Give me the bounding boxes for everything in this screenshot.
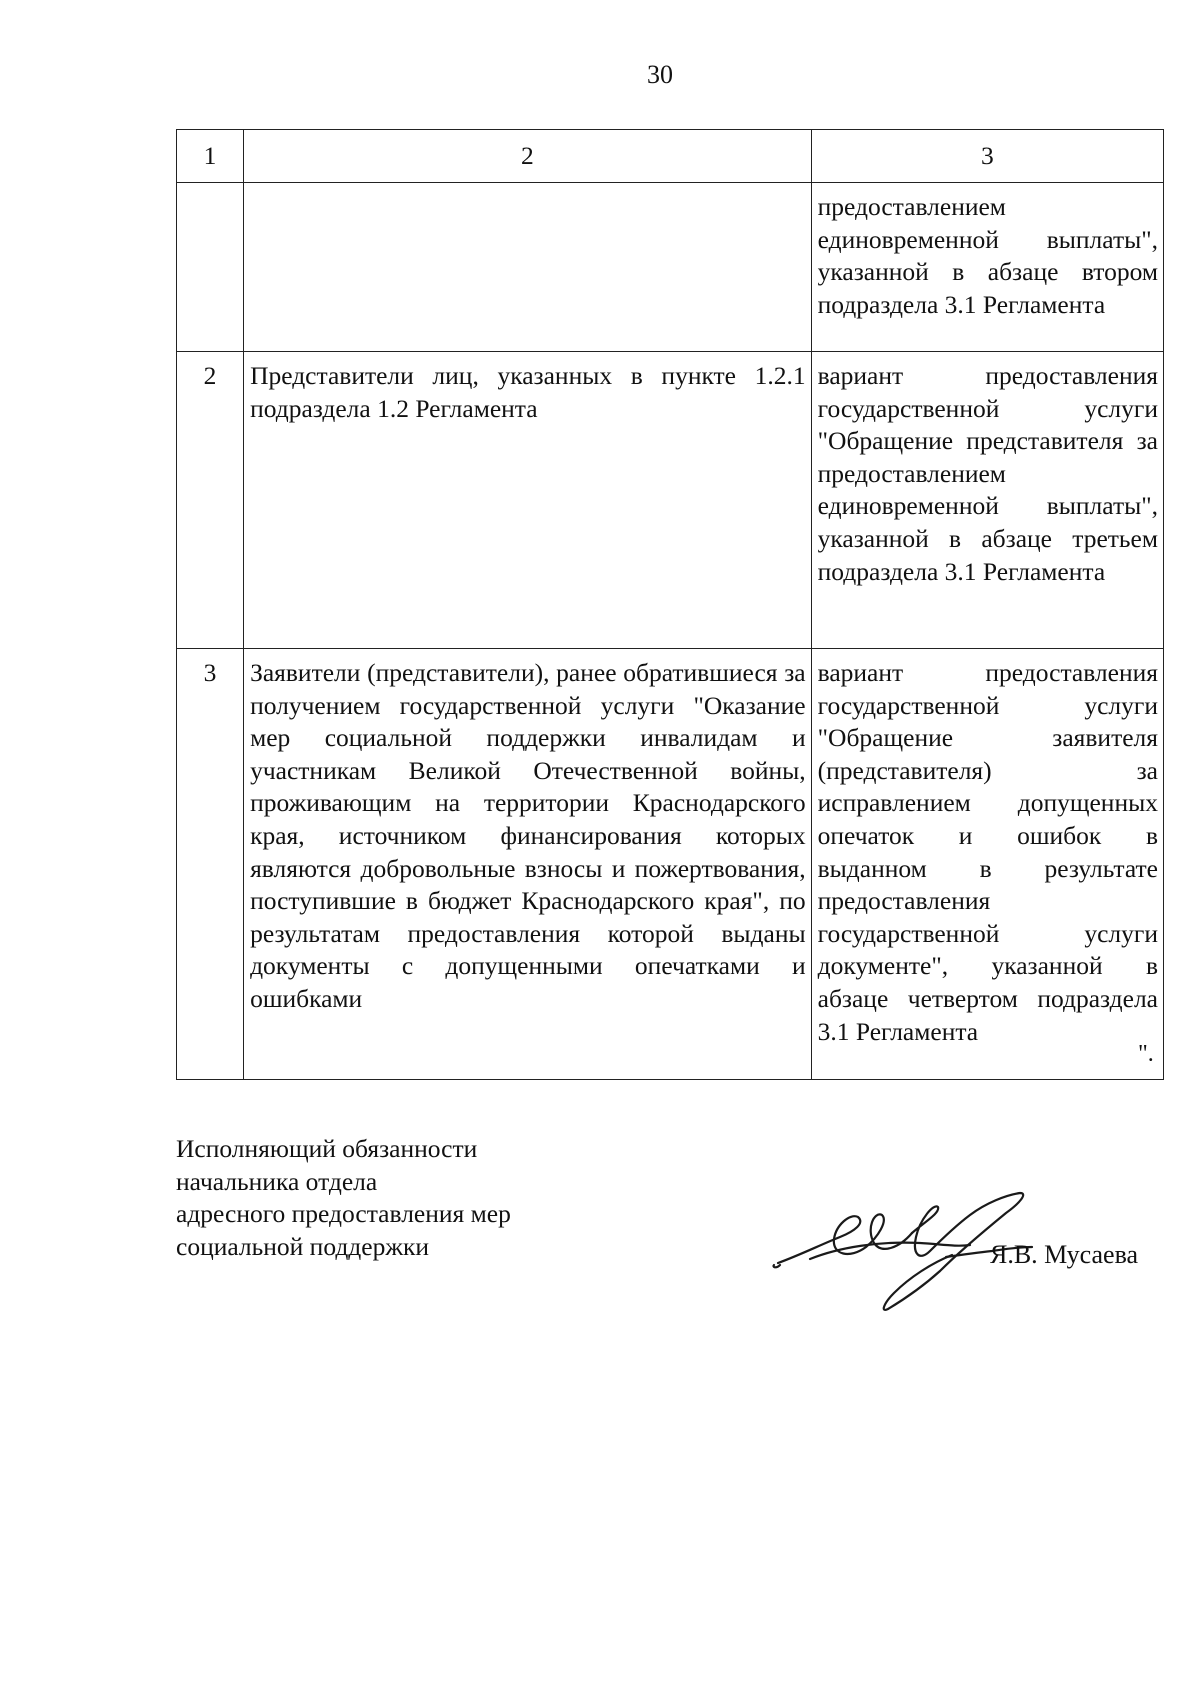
header-cell-3: 3: [811, 130, 1163, 183]
row-variant: вариант предоставления государственной услуги "Обращение заявителя (представителя) за исправлением допущенных опечаток и ошибок в выданном в результате предоставления государственной услуги документе", указанной в абзаце четвертом подраздела 3.1 Регламента: [811, 649, 1163, 1080]
signatory-position: [176, 1133, 511, 1263]
position-line: социальной поддержки: [176, 1231, 430, 1261]
header-cell-2: 2: [244, 130, 812, 183]
table-row: [177, 352, 1164, 649]
header-cell-1: 1: [177, 130, 244, 183]
row-applicant: Представители лиц, указанных в пункте 1.2.1 подраздела 1.2 Регламента: [244, 352, 812, 649]
position-line: адресного предоставления мер: [176, 1199, 511, 1228]
table-row: [177, 649, 1164, 1080]
row-number: [177, 183, 244, 352]
table-header-row: [177, 130, 1164, 183]
position-line: начальника отдела: [176, 1166, 378, 1196]
row-applicant: [244, 183, 812, 352]
signer-name: Я.В. Мусаева: [990, 1240, 1139, 1269]
row-number: 2: [177, 352, 244, 649]
row-variant: вариант предоставления государственной услуги "Обращение представителя за предоставлением единовременной выплаты", указанной в абзаце третьем подраздела 3.1 Регламента: [811, 352, 1163, 649]
regulation-table: [176, 129, 1164, 1080]
page-number: 30: [647, 60, 673, 89]
table-row: [177, 183, 1164, 352]
position-line: Исполняющий обязанности: [176, 1134, 478, 1163]
closing-quote-mark: ".: [1138, 1041, 1154, 1067]
row-variant: предоставлением единовременной выплаты", указанной в абзаце втором подраздела 3.1 Регламента: [811, 183, 1163, 352]
row-number: 3: [177, 649, 244, 1080]
row-applicant: Заявители (представители), ранее обратившиеся за получением государственной услуги "Оказание мер социальной поддержки инвалидам и участникам Великой Отечественной войны, проживающим на территории Краснодарского края, источником финансирования которых являются добровольные взносы и пожертвования, поступившие в бюджет Краснодарского края", по результатам предоставления которой выданы документы с допущенными опечатками и ошибками: [244, 649, 812, 1080]
